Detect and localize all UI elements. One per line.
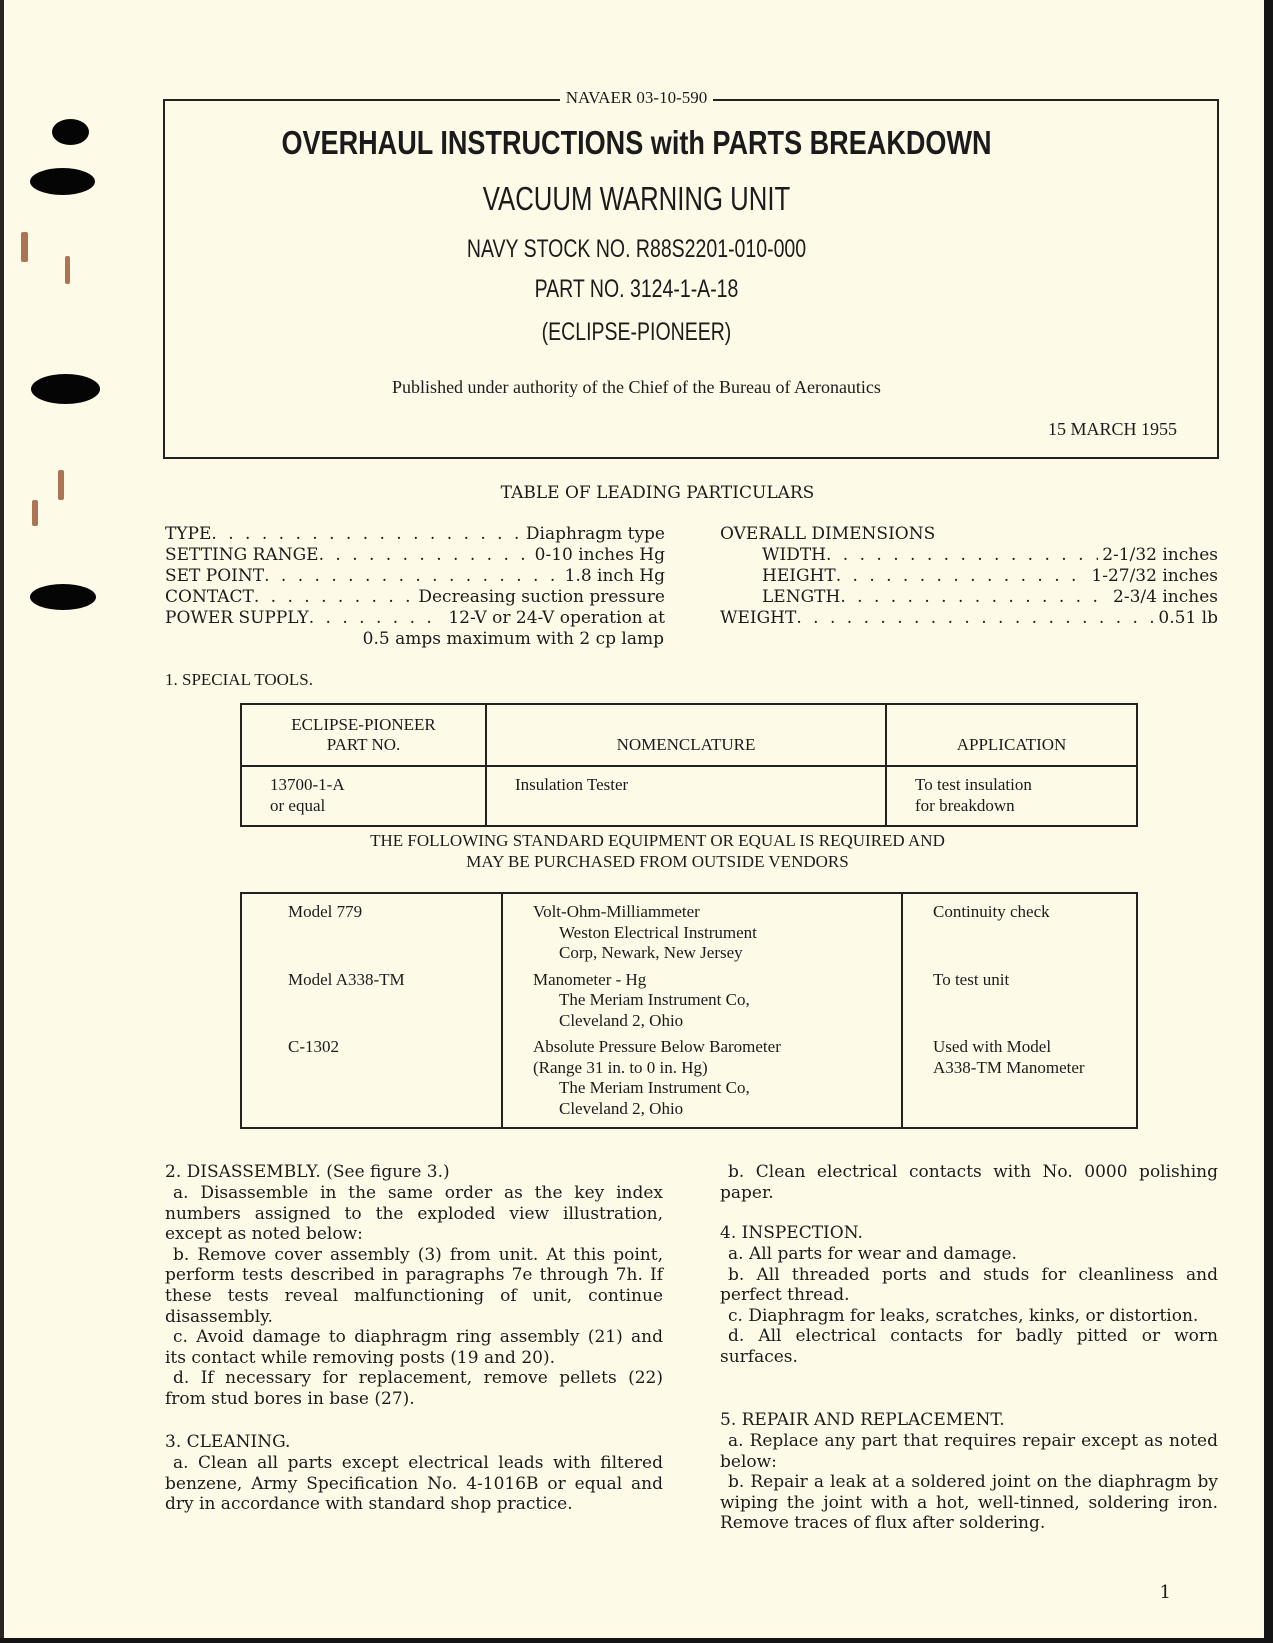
- particular-weight: WEIGHT . . . 0.51 lb: [720, 608, 1218, 629]
- repair-step-b: b. Repair a leak at a soldered joint on the diaphragm by wiping the joint with a hot, well-tinned, soldering iron. Remove traces of flux after soldering.: [720, 1472, 1218, 1534]
- particular-setting-range: SETTING RANGE . . . 0-10 inches Hg: [165, 545, 665, 566]
- special-tools-heading: 1. SPECIAL TOOLS.: [165, 670, 313, 689]
- inspection-step-b: b. All threaded ports and studs for cleanliness and perfect thread.: [720, 1264, 1218, 1306]
- part-number: PART NO. 3124-1-A-18: [534, 275, 739, 303]
- scan-edge-right: [1264, 0, 1273, 1643]
- inspection-step-c: c. Diaphragm for leaks, scratches, kinks, or distortion.: [728, 1305, 1199, 1326]
- special-tools-table: [240, 703, 1138, 827]
- standard-equipment-table: [240, 892, 1138, 1129]
- table-header-row: [241, 704, 1137, 766]
- dimension-width: WIDTH . . . 2-1/32 inches: [762, 545, 1218, 566]
- repair-step-a: a. Replace any part that requires repair except as noted below:: [720, 1431, 1218, 1472]
- binder-hole-icon: [30, 584, 96, 610]
- page-number: 1: [1159, 1582, 1171, 1603]
- cleaning-step-b: b. Clean electrical contacts with No. 0000 polishing paper.: [720, 1162, 1218, 1203]
- leading-particulars-title: TABLE OF LEADING PARTICULARS: [500, 483, 815, 503]
- rust-stain: [65, 256, 70, 284]
- tool-nomenclature: Insulation Tester: [486, 766, 886, 826]
- tool-application: To test insulation for breakdown: [886, 766, 1137, 826]
- binder-hole-icon: [30, 168, 95, 195]
- equipment-nomenclature: Volt-Ohm-Milliammeter Weston Electrical Instrument Corp, Newark, New Jersey: [502, 893, 902, 964]
- cleaning-heading: 3. CLEANING.: [165, 1432, 291, 1452]
- equipment-model: Model A338-TM: [241, 964, 502, 1032]
- inspection-heading: 4. INSPECTION.: [720, 1223, 863, 1243]
- inspection-step-d: d. All electrical contacts for badly pitted or worn surfaces.: [720, 1326, 1218, 1367]
- disassembly-step-a: a. Disassemble in the same order as the key index numbers assigned to the exploded view illustration, except as noted below:: [165, 1183, 663, 1245]
- equipment-nomenclature: Absolute Pressure Below Barometer (Range 31 in. to 0 in. Hg) The Meriam Instrument Co, Cleveland 2, Ohio: [502, 1031, 902, 1128]
- equipment-nomenclature: Manometer - Hg The Meriam Instrument Co, Cleveland 2, Ohio: [502, 964, 902, 1032]
- document-number: NAVAER 03-10-590: [0, 88, 1273, 108]
- publication-authority: Published under authority of the Chief of the Bureau of Aeronautics: [392, 377, 881, 397]
- particular-power-supply: POWER SUPPLY . . . 12-V or 24-V operation at: [165, 608, 665, 629]
- table-row: [241, 766, 1137, 826]
- scan-edge-left: [0, 0, 4, 1643]
- inspection-body: [720, 1244, 1218, 1368]
- dimension-length: LENGTH . . . 2-3/4 inches: [762, 587, 1218, 608]
- navy-stock-number: NAVY STOCK NO. R88S2201-010-000: [466, 235, 807, 263]
- equipment-model: Model 779: [241, 893, 502, 964]
- standard-equipment-heading: THE FOLLOWING STANDARD EQUIPMENT OR EQUAL IS REQUIRED AND MAY BE PURCHASED FROM OUTSIDE VENDORS: [370, 831, 945, 871]
- disassembly-step-d: d. If necessary for replacement, remove pellets (22) from stud bores in base (27).: [165, 1368, 663, 1409]
- particular-power-supply-continued: 0.5 amps maximum with 2 cp lamp: [362, 629, 664, 649]
- cleaning-body-continued: [720, 1162, 1218, 1203]
- document-title: OVERHAUL INSTRUCTIONS with PARTS BREAKDOWN: [281, 124, 992, 161]
- table-row: [241, 964, 1137, 1032]
- column-header-part-no: ECLIPSE-PIONEER PART NO.: [241, 704, 486, 766]
- disassembly-heading: 2. DISASSEMBLY. (See figure 3.): [165, 1162, 450, 1182]
- table-row: [241, 893, 1137, 964]
- cleaning-step-a: a. Clean all parts except electrical leads with filtered benzene, Army Specification No. 4-1016B or equal and dry in accordance with standard shop practice.: [165, 1453, 663, 1515]
- scan-edge-bottom: [0, 1638, 1273, 1643]
- binder-hole-icon: [52, 119, 89, 145]
- rust-stain: [32, 500, 38, 526]
- particular-contact: CONTACT . . . Decreasing suction pressure: [165, 587, 665, 608]
- repair-body: [720, 1431, 1218, 1534]
- column-header-nomenclature: NOMENCLATURE: [486, 704, 886, 766]
- disassembly-step-b: b. Remove cover assembly (3) from unit. At this point, perform tests described in paragraphs 7e through 7h. If these tests reveal malfunctioning of unit, continue disassembly.: [165, 1244, 663, 1327]
- publication-date: 15 MARCH 1955: [1047, 419, 1177, 439]
- cleaning-body: [165, 1453, 663, 1515]
- disassembly-step-c: c. Avoid damage to diaphragm ring assembly (21) and its contact while removing posts (19 and 20).: [165, 1327, 663, 1368]
- manufacturer: (ECLIPSE-PIONEER): [541, 318, 732, 346]
- particular-type: TYPE . . . Diaphragm type: [165, 524, 665, 545]
- equipment-model: C-1302: [241, 1031, 502, 1128]
- equipment-application: To test unit: [902, 964, 1137, 1032]
- equipment-application: Continuity check: [902, 893, 1137, 964]
- inspection-step-a: a. All parts for wear and damage.: [728, 1244, 1017, 1264]
- table-row: [241, 1031, 1137, 1128]
- dimension-height: HEIGHT . . . 1-27/32 inches: [762, 566, 1218, 587]
- particular-set-point: SET POINT . . . 1.8 inch Hg: [165, 566, 665, 587]
- tool-part-number: 13700-1-A or equal: [241, 766, 486, 826]
- equipment-application: Used with Model A338-TM Manometer: [902, 1031, 1137, 1128]
- document-subtitle: VACUUM WARNING UNIT: [482, 180, 791, 217]
- overall-dimensions-heading: OVERALL DIMENSIONS: [720, 524, 936, 544]
- repair-heading: 5. REPAIR AND REPLACEMENT.: [720, 1410, 1005, 1430]
- disassembly-body: [165, 1183, 663, 1410]
- rust-stain: [21, 232, 28, 262]
- column-header-application: APPLICATION: [886, 704, 1137, 766]
